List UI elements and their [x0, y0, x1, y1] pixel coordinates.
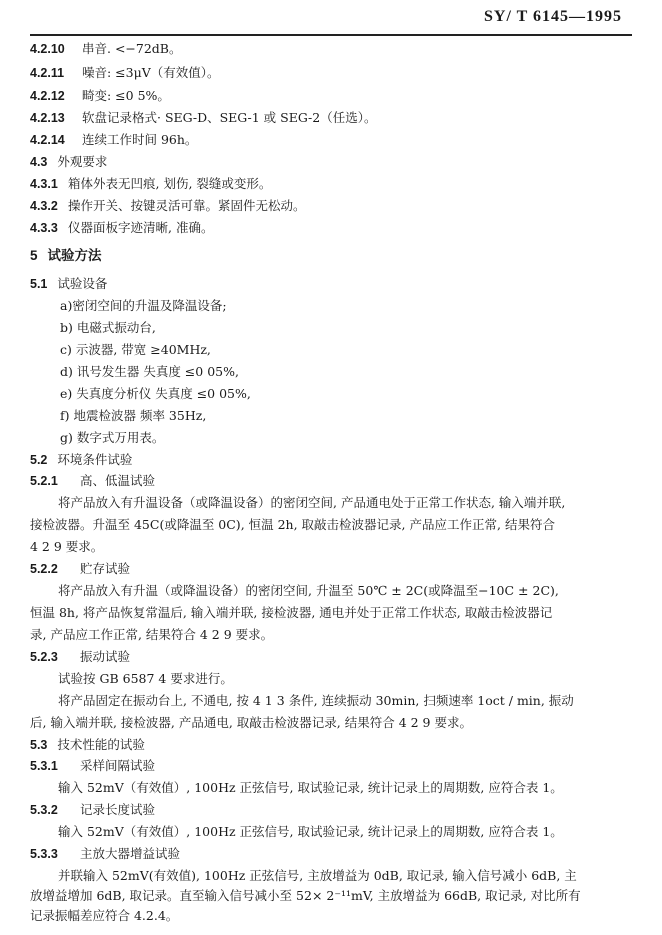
section-heading [30, 451, 132, 469]
paragraph-line: 将产品固定在振动台上, 不通电, 按 4 1 3 条件, 连续振动 30min, 扫频速率 1oct / min, 振动 [58, 693, 574, 708]
spec-item-text: 串音. <−72dB。 [82, 41, 182, 56]
chapter-heading [30, 247, 102, 265]
paragraph-line: 接检波器。升温至 45C(或降温至 0C), 恒温 2h, 取敲击检波器记录, 产品应工作正常, 结果符合 [30, 517, 555, 532]
spec-item [30, 219, 213, 237]
paragraph-line: 恒温 8h, 将产品恢复常温后, 输入端并联, 接检波器, 通电并处于正常工作状态, 取敲击检波器记 [30, 605, 553, 620]
subsection-title: 振动试验 [80, 649, 131, 664]
chapter-number: 5 [30, 248, 38, 263]
spec-item-number: 4.2.11 [30, 66, 65, 80]
spec-item [30, 64, 220, 82]
spec-item-number: 4.2.12 [30, 89, 65, 103]
subsection-heading [30, 801, 155, 819]
paragraph-line: 将产品放入有升温（或降温设备）的密闭空间, 升温至 50℃ ± 2C(或降温至−10C ± 2C), [58, 583, 559, 598]
section-number: 5.3 [30, 738, 48, 752]
spec-item-number: 4.3.2 [30, 199, 58, 213]
subsection-number: 5.2.2 [30, 562, 58, 576]
list-item: b) 电磁式振动台, [60, 320, 156, 335]
section-heading [30, 153, 107, 171]
paragraph-line: 后, 输入端并联, 接检波器, 产品通电, 取敲击检波器记录, 结果符合 4 2 9 要求。 [30, 715, 472, 730]
paragraph-line: 并联输入 52mV(有效值), 100Hz 正弦信号, 主放增益为 0dB, 取记录, 输入信号减小 6dB, 主 [58, 868, 577, 883]
paragraph-line: 录, 产品应工作正常, 结果符合 4 2 9 要求。 [30, 627, 274, 642]
spec-item [30, 175, 271, 193]
spec-item-number: 4.2.13 [30, 111, 65, 125]
list-item: f) 地震检波器 频率 35Hz, [60, 408, 207, 423]
subsection-heading [30, 648, 130, 666]
list-item: g) 数字式万用表。 [60, 430, 165, 445]
spec-item [30, 197, 306, 215]
section-heading [30, 736, 145, 754]
spec-item [30, 131, 197, 149]
spec-item-number: 4.2.14 [30, 133, 65, 147]
subsection-heading [30, 560, 130, 578]
subsection-heading [30, 472, 155, 490]
chapter-title: 试验方法 [47, 248, 102, 264]
subsection-heading [30, 757, 155, 775]
subsection-number: 5.2.1 [30, 474, 58, 488]
document-code-header: SY/ T 6145—1995 [484, 8, 622, 25]
paragraph-line: 将产品放入有升温设备（或降温设备）的密闭空间, 产品通电处于正常工作状态, 输入端并联, [58, 495, 566, 510]
paragraph-line: 输入 52mV（有效值）, 100Hz 正弦信号, 取试验记录, 统计记录上的周期数, 应符合表 1。 [58, 824, 563, 839]
subsection-number: 5.3.2 [30, 803, 58, 817]
subsection-title: 贮存试验 [80, 561, 131, 576]
paragraph-line: 放增益增加 6dB, 取记录。直至输入信号减小至 52× 2⁻¹¹mV, 主放增益为 66dB, 取记录, 对比所有 [30, 888, 581, 903]
spec-item-text: 噪音: ≤3μV（有效值）。 [82, 65, 220, 80]
spec-item [30, 87, 170, 105]
section-title: 环境条件试验 [57, 452, 133, 467]
section-heading [30, 275, 107, 293]
subsection-title: 记录长度试验 [80, 802, 156, 817]
paragraph-line: 试验按 GB 6587 4 要求进行。 [58, 671, 233, 686]
spec-item-text: 软盘记录格式· SEG-D、SEG-1 或 SEG-2（任选）。 [82, 110, 377, 125]
spec-item-text: 畸变: ≤0 5%。 [82, 88, 170, 103]
list-item: a)密闭空间的升温及降温设备; [60, 298, 227, 313]
paragraph-line: 输入 52mV（有效值）, 100Hz 正弦信号, 取试验记录, 统计记录上的周期数, 应符合表 1。 [58, 780, 563, 795]
section-number: 5.1 [30, 277, 48, 291]
spec-item-text: 仪器面板字迹清晰, 准确。 [68, 220, 214, 235]
subsection-number: 5.2.3 [30, 650, 58, 664]
subsection-number: 5.3.3 [30, 847, 58, 861]
section-title: 技术性能的试验 [57, 737, 145, 752]
subsection-number: 5.3.1 [30, 759, 58, 773]
subsection-heading [30, 845, 180, 863]
list-item: d) 讯号发生器 失真度 ≤0 05%, [60, 364, 239, 379]
header-rule [30, 34, 632, 36]
spec-item [30, 40, 182, 58]
spec-item-number: 4.2.10 [30, 42, 65, 56]
spec-item-text: 箱体外表无凹痕, 划伤, 裂缝或变形。 [68, 176, 272, 191]
section-title: 试验设备 [57, 276, 108, 291]
section-number: 4.3 [30, 155, 48, 169]
spec-item [30, 109, 376, 127]
spec-item-number: 4.3.1 [30, 177, 58, 191]
paragraph-line: 记录振幅差应符合 4.2.4。 [30, 908, 179, 923]
subsection-title: 主放大器增益试验 [80, 846, 181, 861]
section-number: 5.2 [30, 453, 48, 467]
spec-item-text: 操作开关、按键灵活可靠。紧固件无松动。 [68, 198, 306, 213]
subsection-title: 采样间隔试验 [80, 758, 156, 773]
spec-item-text: 连续工作时间 96h。 [82, 132, 198, 147]
paragraph-line: 4 2 9 要求。 [30, 539, 104, 554]
subsection-title: 高、低温试验 [80, 473, 156, 488]
section-title: 外观要求 [57, 154, 108, 169]
spec-item-number: 4.3.3 [30, 221, 58, 235]
list-item: c) 示波器, 带宽 ≥40MHz, [60, 342, 211, 357]
list-item: e) 失真度分析仪 失真度 ≤0 05%, [60, 386, 251, 401]
